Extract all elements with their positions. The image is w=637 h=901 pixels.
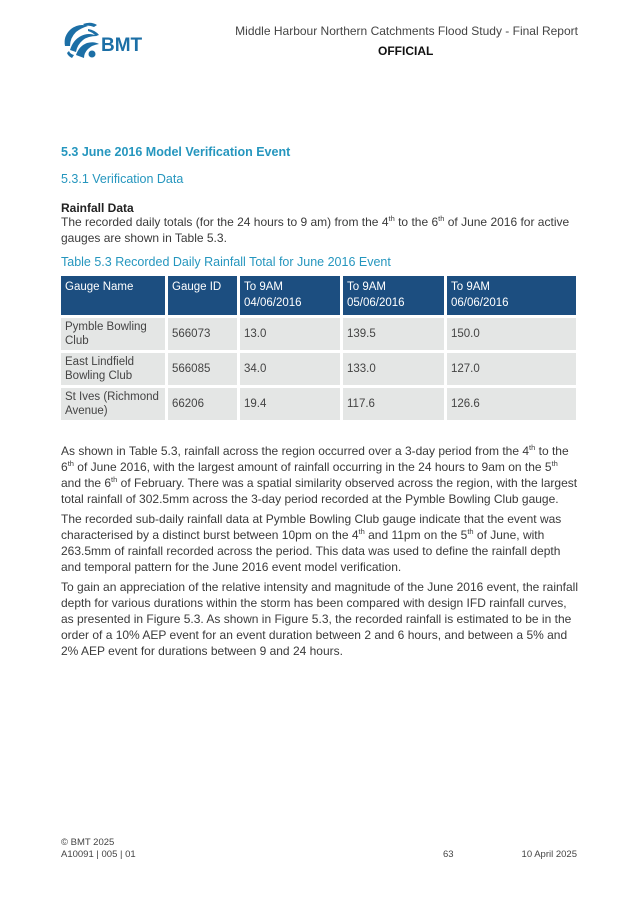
column-header: To 9AM 05/06/2016 xyxy=(340,276,444,315)
table-header-row xyxy=(61,276,576,315)
gauge-name-cell: St Ives (Richmond Avenue) xyxy=(61,388,165,420)
rainfall-cell: 13.0 xyxy=(237,318,340,350)
subsection-heading: 5.3.1 Verification Data xyxy=(61,172,184,186)
rainfall-cell: 150.0 xyxy=(444,318,576,350)
document-date: 10 April 2025 xyxy=(521,849,577,860)
intro-paragraph: The recorded daily totals (for the 24 hours to 9 am) from the 4th to the 6th of June 2016 for active gauges are shown in Table 5.3. xyxy=(61,214,570,245)
column-header: Gauge ID xyxy=(165,276,237,315)
copyright-notice: © BMT 2025 xyxy=(61,837,115,848)
gauge-name-cell: East Lindfield Bowling Club xyxy=(61,353,165,385)
rainfall-cell: 133.0 xyxy=(340,353,444,385)
gauge-id-cell: 566073 xyxy=(165,318,237,350)
gauge-id-cell: 566085 xyxy=(165,353,237,385)
body-paragraph: The recorded sub-daily rainfall data at Pymble Bowling Club gauge indicate that the event was characterised by a distinct burst between 10pm on the 4th and 11pm on the 5th of June, with 263.5mm of rainfall recorded across the period. This data was used to define the rainfall depth and temporal pattern for the June 2016 event model verification. xyxy=(61,512,562,574)
gauge-id-cell: 66206 xyxy=(165,388,237,420)
rainfall-cell: 126.6 xyxy=(444,388,576,420)
section-heading: 5.3 June 2016 Model Verification Event xyxy=(61,145,291,159)
rainfall-cell: 19.4 xyxy=(237,388,340,420)
report-title: Middle Harbour Northern Catchments Flood Study - Final Report xyxy=(235,24,578,38)
rainfall-table xyxy=(61,273,576,423)
table-row xyxy=(61,353,576,385)
rainfall-cell: 127.0 xyxy=(444,353,576,385)
body-paragraph: To gain an appreciation of the relative intensity and magnitude of the June 2016 event, the rainfall depth for various durations within the storm has been compared with design IFD rainfall curves, as presented in Figure 5.3. As shown in Figure 5.3, the recorded rainfall is estimated to be in the order of a 10% AEP event for an event duration between 2 and 6 hours, and between a 5% and 2% AEP event for durations between 9 and 24 hours. xyxy=(61,580,579,658)
body-paragraph: As shown in Table 5.3, rainfall across the region occurred over a 3-day period from the 4th to the 6th of June 2016, with the largest amount of rainfall occurring in the 24 hours to 9am on the 5th and the 6th of February. There was a spatial similarity observed across the region, with the largest total rainfall of 302.5mm across the 3-day period recorded at the Pymble Bowling Club gauge. xyxy=(61,443,578,506)
page-number: 63 xyxy=(443,849,454,860)
svg-text:BMT: BMT xyxy=(101,35,143,56)
rainfall-data-heading: Rainfall Data xyxy=(61,201,134,215)
bmt-globe-icon xyxy=(61,20,151,62)
document-reference: A10091 | 005 | 01 xyxy=(61,849,136,860)
rainfall-cell: 34.0 xyxy=(237,353,340,385)
rainfall-cell: 117.6 xyxy=(340,388,444,420)
rainfall-cell: 139.5 xyxy=(340,318,444,350)
column-header: Gauge Name xyxy=(61,276,165,315)
table-row xyxy=(61,318,576,350)
table-caption: Table 5.3 Recorded Daily Rainfall Total for June 2016 Event xyxy=(61,255,391,269)
table-row xyxy=(61,388,576,420)
classification-label: OFFICIAL xyxy=(378,44,434,58)
gauge-name-cell: Pymble Bowling Club xyxy=(61,318,165,350)
bmt-logo xyxy=(61,20,151,62)
column-header: To 9AM 06/06/2016 xyxy=(444,276,576,315)
column-header: To 9AM 04/06/2016 xyxy=(237,276,340,315)
